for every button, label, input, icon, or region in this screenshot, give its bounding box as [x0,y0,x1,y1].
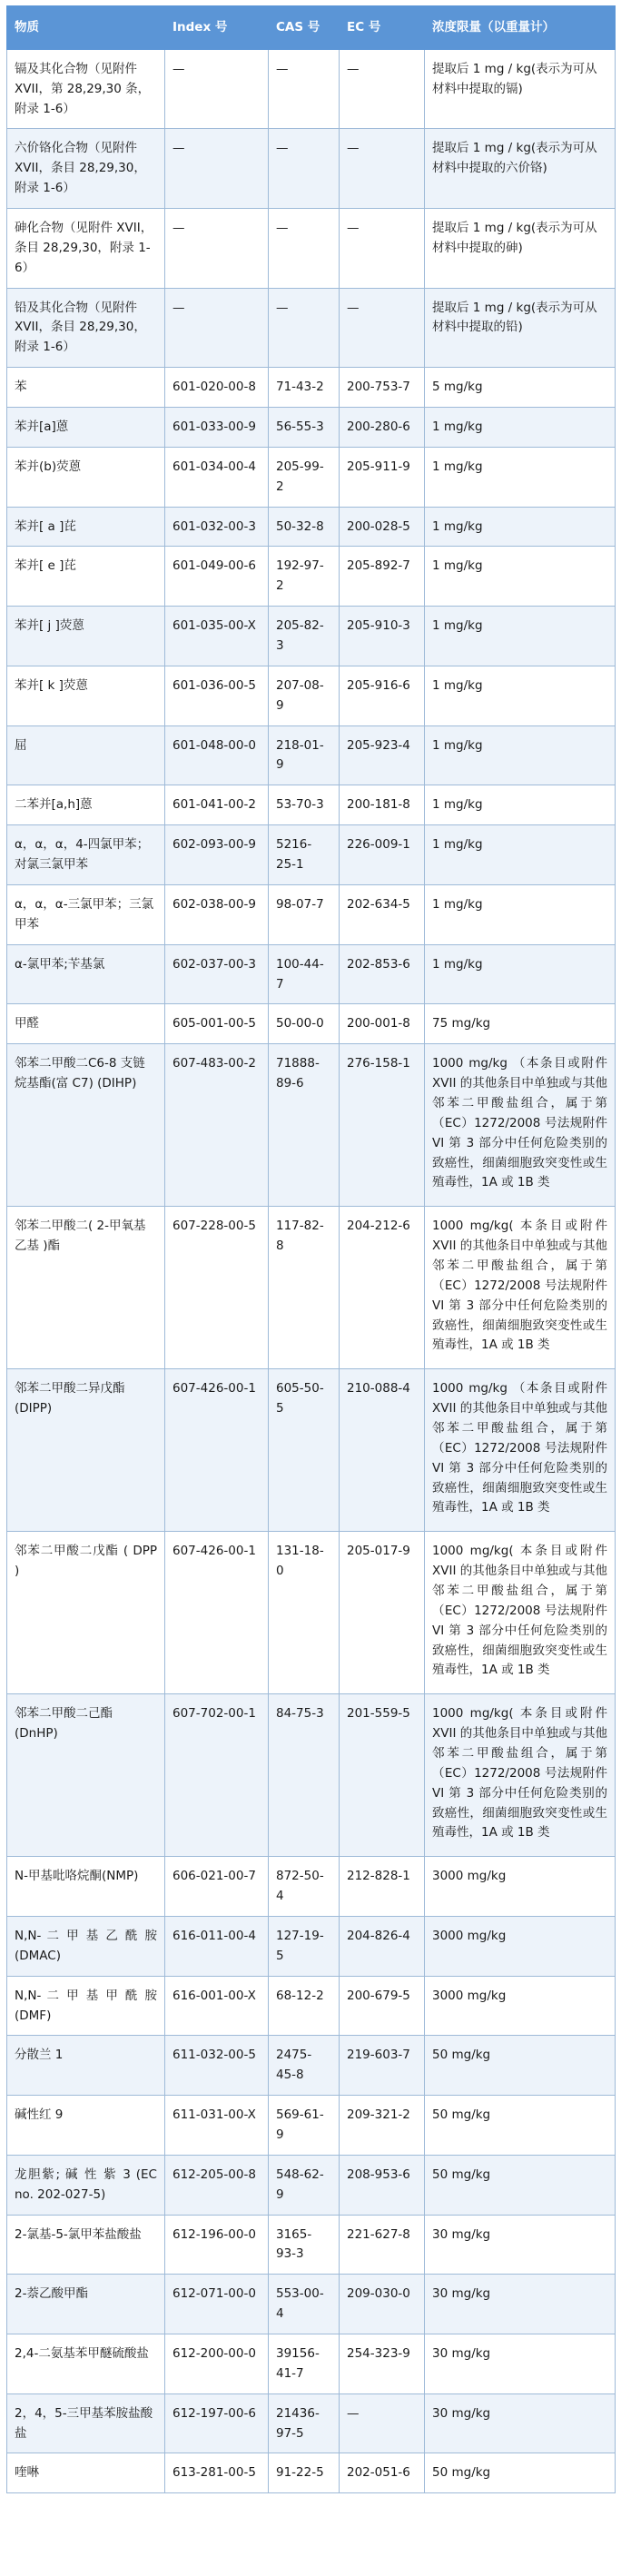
cell-cas-no: 71-43-2 [269,368,340,408]
cell-ec-no: — [340,288,425,368]
table-row [7,209,616,289]
cell-ec-no: — [340,129,425,209]
cell-substance: α，α，α，4-四氯甲苯；对氯三氯甲苯 [7,825,165,885]
cell-index-no: — [165,129,269,209]
cell-substance: 苯并[ k ]荧蒽 [7,666,165,725]
header-index-no: Index 号 [165,6,269,50]
cell-substance: 2，4，5-三甲基苯胺盐酸盐 [7,2393,165,2453]
table-row [7,288,616,368]
cell-substance: α，α，α-三氯甲苯；三氯甲苯 [7,884,165,944]
cell-concentration-limit: 1 mg/kg [425,547,616,607]
table-row [7,1976,616,2036]
cell-cas-no: 553-00-4 [269,2275,340,2334]
cell-substance: 苯并[a]蒽 [7,408,165,448]
cell-ec-no: 200-679-5 [340,1976,425,2036]
cell-substance: 邻苯二甲酸二C6-8 支链烷基酯(富 C7) (DIHP) [7,1044,165,1207]
cell-substance: N,N- 二 甲 基 乙 酰 胺 (DMAC) [7,1917,165,1977]
table-row [7,1532,616,1694]
table-body [7,49,616,2492]
table-row [7,1857,616,1917]
cell-index-no: 612-200-00-0 [165,2334,269,2394]
cell-concentration-limit: 75 mg/kg [425,1004,616,1044]
cell-concentration-limit: 50 mg/kg [425,2096,616,2156]
cell-substance: 碱性红 9 [7,2096,165,2156]
cell-cas-no: 3165-93-3 [269,2215,340,2275]
cell-concentration-limit: 30 mg/kg [425,2215,616,2275]
cell-index-no: 602-037-00-3 [165,944,269,1004]
cell-index-no: 602-038-00-9 [165,884,269,944]
cell-concentration-limit: 30 mg/kg [425,2275,616,2334]
cell-ec-no: 200-181-8 [340,785,425,825]
cell-index-no: 612-196-00-0 [165,2215,269,2275]
cell-ec-no: 200-280-6 [340,408,425,448]
cell-concentration-limit: 1000 mg/kg( 本条目或附件 XVII 的其他条目中单独或与其他邻苯二甲酸盐组合，属于第（EC）1272/2008 号法规附件 VI 第 3 部分中任何危险类别的致癌性，细菌细胞致突变性或生殖毒性，1A 或 1B 类 [425,1207,616,1369]
cell-ec-no: 200-028-5 [340,507,425,547]
cell-substance: 苯并(b)荧蒽 [7,447,165,507]
cell-concentration-limit: 3000 mg/kg [425,1917,616,1977]
cell-index-no: 601-035-00-X [165,607,269,666]
table-row [7,2334,616,2394]
cell-concentration-limit: 1 mg/kg [425,447,616,507]
cell-cas-no: — [269,49,340,129]
cell-concentration-limit: 提取后 1 mg / kg(表示为可从材料中提取的六价铬) [425,129,616,209]
cell-concentration-limit: 1 mg/kg [425,825,616,885]
cell-concentration-limit: 提取后 1 mg / kg(表示为可从材料中提取的砷) [425,209,616,289]
table-row [7,1044,616,1207]
cell-cas-no: 205-82-3 [269,607,340,666]
table-header [7,6,616,50]
cell-ec-no: 205-910-3 [340,607,425,666]
cell-concentration-limit: 1 mg/kg [425,944,616,1004]
cell-index-no: 601-034-00-4 [165,447,269,507]
table-row [7,2096,616,2156]
cell-substance: 苯 [7,368,165,408]
cell-ec-no: 276-158-1 [340,1044,425,1207]
cell-substance: 喹啉 [7,2453,165,2493]
cell-index-no: 612-205-00-8 [165,2155,269,2215]
cell-concentration-limit: 5 mg/kg [425,368,616,408]
cell-cas-no: 872-50-4 [269,1857,340,1917]
cell-ec-no: 221-627-8 [340,2215,425,2275]
cell-concentration-limit: 30 mg/kg [425,2393,616,2453]
cell-cas-no: 84-75-3 [269,1694,340,1857]
header-substance: 物质 [7,6,165,50]
cell-substance: 苯并[ e ]芘 [7,547,165,607]
cell-concentration-limit: 提取后 1 mg / kg(表示为可从材料中提取的镉) [425,49,616,129]
cell-substance: 邻苯二甲酸二戊酯 ( DPP ) [7,1532,165,1694]
cell-concentration-limit: 1000 mg/kg( 本条目或附件 XVII 的其他条目中单独或与其他邻苯二甲酸盐组合，属于第（EC）1272/2008 号法规附件 VI 第 3 部分中任何危险类别的致癌性，细菌细胞致突变性或生殖毒性，1A 或 1B 类 [425,1694,616,1857]
cell-index-no: 612-071-00-0 [165,2275,269,2334]
cell-index-no: — [165,288,269,368]
table-row [7,2275,616,2334]
cell-concentration-limit: 50 mg/kg [425,2453,616,2493]
cell-index-no: — [165,209,269,289]
cell-ec-no: 209-321-2 [340,2096,425,2156]
cell-index-no: 601-049-00-6 [165,547,269,607]
cell-cas-no: 5216-25-1 [269,825,340,885]
cell-ec-no: 254-323-9 [340,2334,425,2394]
cell-cas-no: 205-99-2 [269,447,340,507]
cell-substance: α-氯甲苯;苄基氯 [7,944,165,1004]
cell-cas-no: 605-50-5 [269,1369,340,1532]
cell-substance: 2,4-二氨基苯甲醚硫酸盐 [7,2334,165,2394]
cell-substance: 二苯并[a,h]蒽 [7,785,165,825]
cell-index-no: 616-001-00-X [165,1976,269,2036]
cell-concentration-limit: 50 mg/kg [425,2155,616,2215]
cell-substance: 2-萘乙酸甲酯 [7,2275,165,2334]
cell-cas-no: 127-19-5 [269,1917,340,1977]
cell-concentration-limit: 1000 mg/kg （本条目或附件 XVII 的其他条目中单独或与其他邻苯二甲酸盐组合，属于第（EC）1272/2008 号法规附件 VI 第 3 部分中任何危险类别的致癌性，细菌细胞致突变性或生殖毒性，1A 或 1B 类 [425,1369,616,1532]
cell-cas-no: 2475-45-8 [269,2036,340,2096]
table-row [7,825,616,885]
table-row [7,725,616,785]
cell-substance: 龙胆紫; 碱 性 紫 3 (EC no. 202-027-5) [7,2155,165,2215]
cell-ec-no: 205-923-4 [340,725,425,785]
restricted-substances-table [6,5,616,2493]
table-row [7,447,616,507]
table-row [7,2155,616,2215]
cell-cas-no: — [269,288,340,368]
cell-concentration-limit: 50 mg/kg [425,2036,616,2096]
cell-substance: 屈 [7,725,165,785]
header-concentration-limit: 浓度限量（以重量计） [425,6,616,50]
cell-concentration-limit: 1 mg/kg [425,408,616,448]
table-row [7,547,616,607]
table-row [7,408,616,448]
table-row [7,2036,616,2096]
cell-ec-no: — [340,209,425,289]
cell-cas-no: 569-61-9 [269,2096,340,2156]
cell-cas-no: 21436-97-5 [269,2393,340,2453]
cell-cas-no: 131-18-0 [269,1532,340,1694]
cell-concentration-limit: 1 mg/kg [425,607,616,666]
cell-substance: 分散兰 1 [7,2036,165,2096]
cell-ec-no: 219-603-7 [340,2036,425,2096]
cell-ec-no: 208-953-6 [340,2155,425,2215]
cell-cas-no: 218-01-9 [269,725,340,785]
table-row [7,2453,616,2493]
cell-substance: 甲醛 [7,1004,165,1044]
cell-ec-no: 200-753-7 [340,368,425,408]
cell-concentration-limit: 3000 mg/kg [425,1976,616,2036]
cell-index-no: 601-033-00-9 [165,408,269,448]
cell-ec-no: 209-030-0 [340,2275,425,2334]
table-row [7,666,616,725]
cell-concentration-limit: 提取后 1 mg / kg(表示为可从材料中提取的铅) [425,288,616,368]
table-row [7,2215,616,2275]
cell-cas-no: 53-70-3 [269,785,340,825]
cell-index-no: 611-031-00-X [165,2096,269,2156]
cell-ec-no: 202-051-6 [340,2453,425,2493]
cell-substance: 苯并[ j ]荧蒽 [7,607,165,666]
cell-cas-no: 50-00-0 [269,1004,340,1044]
cell-index-no: 612-197-00-6 [165,2393,269,2453]
table-row [7,49,616,129]
cell-index-no: 601-036-00-5 [165,666,269,725]
table-row [7,607,616,666]
cell-concentration-limit: 1 mg/kg [425,725,616,785]
cell-substance: 邻苯二甲酸二( 2-甲氧基乙基 )酯 [7,1207,165,1369]
cell-ec-no: 202-634-5 [340,884,425,944]
cell-cas-no: 71888-89-6 [269,1044,340,1207]
table-row [7,507,616,547]
cell-substance: 邻苯二甲酸二异戊酯 (DIPP) [7,1369,165,1532]
table-row [7,785,616,825]
cell-substance: N,N- 二 甲 基 甲 酰 胺 (DMF) [7,1976,165,2036]
cell-cas-no: 192-97-2 [269,547,340,607]
cell-ec-no: 212-828-1 [340,1857,425,1917]
cell-ec-no: 205-017-9 [340,1532,425,1694]
cell-cas-no: 100-44-7 [269,944,340,1004]
cell-index-no: 601-041-00-2 [165,785,269,825]
cell-index-no: 602-093-00-9 [165,825,269,885]
header-row [7,6,616,50]
cell-cas-no: 98-07-7 [269,884,340,944]
cell-index-no: — [165,49,269,129]
cell-ec-no: — [340,49,425,129]
cell-cas-no: 117-82-8 [269,1207,340,1369]
cell-cas-no: 56-55-3 [269,408,340,448]
cell-ec-no: 202-853-6 [340,944,425,1004]
cell-index-no: 601-048-00-0 [165,725,269,785]
header-ec-no: EC 号 [340,6,425,50]
table-row [7,944,616,1004]
cell-index-no: 601-020-00-8 [165,368,269,408]
cell-cas-no: 39156-41-7 [269,2334,340,2394]
cell-ec-no: 226-009-1 [340,825,425,885]
cell-substance: 镉及其化合物（见附件 XVII，第 28,29,30 条，附录 1-6） [7,49,165,129]
table-row [7,1004,616,1044]
cell-cas-no: 50-32-8 [269,507,340,547]
cell-concentration-limit: 1000 mg/kg( 本条目或附件 XVII 的其他条目中单独或与其他邻苯二甲酸盐组合，属于第（EC）1272/2008 号法规附件 VI 第 3 部分中任何危险类别的致癌性，细菌细胞致突变性或生殖毒性，1A 或 1B 类 [425,1532,616,1694]
cell-substance: 砷化合物（见附件 XVII，条目 28,29,30，附录 1-6） [7,209,165,289]
table-row [7,1917,616,1977]
cell-concentration-limit: 1000 mg/kg （本条目或附件 XVII 的其他条目中单独或与其他邻苯二甲酸盐组合，属于第（EC）1272/2008 号法规附件 VI 第 3 部分中任何危险类别的致癌性，细菌细胞致突变性或生殖毒性，1A 或 1B 类 [425,1044,616,1207]
cell-cas-no: — [269,209,340,289]
cell-cas-no: — [269,129,340,209]
cell-index-no: 607-426-00-1 [165,1369,269,1532]
cell-cas-no: 548-62-9 [269,2155,340,2215]
cell-cas-no: 91-22-5 [269,2453,340,2493]
cell-index-no: 607-483-00-2 [165,1044,269,1207]
cell-ec-no: 204-212-6 [340,1207,425,1369]
cell-ec-no: — [340,2393,425,2453]
table-row [7,129,616,209]
cell-index-no: 606-021-00-7 [165,1857,269,1917]
cell-concentration-limit: 30 mg/kg [425,2334,616,2394]
cell-concentration-limit: 1 mg/kg [425,785,616,825]
cell-ec-no: 204-826-4 [340,1917,425,1977]
cell-substance: N-甲基吡咯烷酮(NMP) [7,1857,165,1917]
cell-index-no: 607-702-00-1 [165,1694,269,1857]
cell-ec-no: 205-916-6 [340,666,425,725]
cell-ec-no: 201-559-5 [340,1694,425,1857]
table-row [7,1369,616,1532]
table-row [7,368,616,408]
cell-index-no: 616-011-00-4 [165,1917,269,1977]
cell-ec-no: 205-892-7 [340,547,425,607]
cell-index-no: 607-426-00-1 [165,1532,269,1694]
cell-index-no: 601-032-00-3 [165,507,269,547]
cell-index-no: 613-281-00-5 [165,2453,269,2493]
cell-substance: 六价铬化合物（见附件 XVII，条目 28,29,30，附录 1-6） [7,129,165,209]
cell-ec-no: 210-088-4 [340,1369,425,1532]
cell-index-no: 611-032-00-5 [165,2036,269,2096]
cell-concentration-limit: 1 mg/kg [425,666,616,725]
cell-index-no: 607-228-00-5 [165,1207,269,1369]
cell-ec-no: 200-001-8 [340,1004,425,1044]
table-row [7,1207,616,1369]
cell-substance: 苯并[ a ]芘 [7,507,165,547]
table-row [7,2393,616,2453]
cell-cas-no: 207-08-9 [269,666,340,725]
cell-concentration-limit: 1 mg/kg [425,884,616,944]
cell-substance: 邻苯二甲酸二己酯 (DnHP) [7,1694,165,1857]
cell-cas-no: 68-12-2 [269,1976,340,2036]
cell-substance: 2-氯基-5-氯甲苯盐酸盐 [7,2215,165,2275]
cell-concentration-limit: 1 mg/kg [425,507,616,547]
cell-ec-no: 205-911-9 [340,447,425,507]
table-row [7,1694,616,1857]
header-cas-no: CAS 号 [269,6,340,50]
cell-index-no: 605-001-00-5 [165,1004,269,1044]
cell-concentration-limit: 3000 mg/kg [425,1857,616,1917]
cell-substance: 铅及其化合物（见附件 XVII，条目 28,29,30，附录 1-6） [7,288,165,368]
table-row [7,884,616,944]
